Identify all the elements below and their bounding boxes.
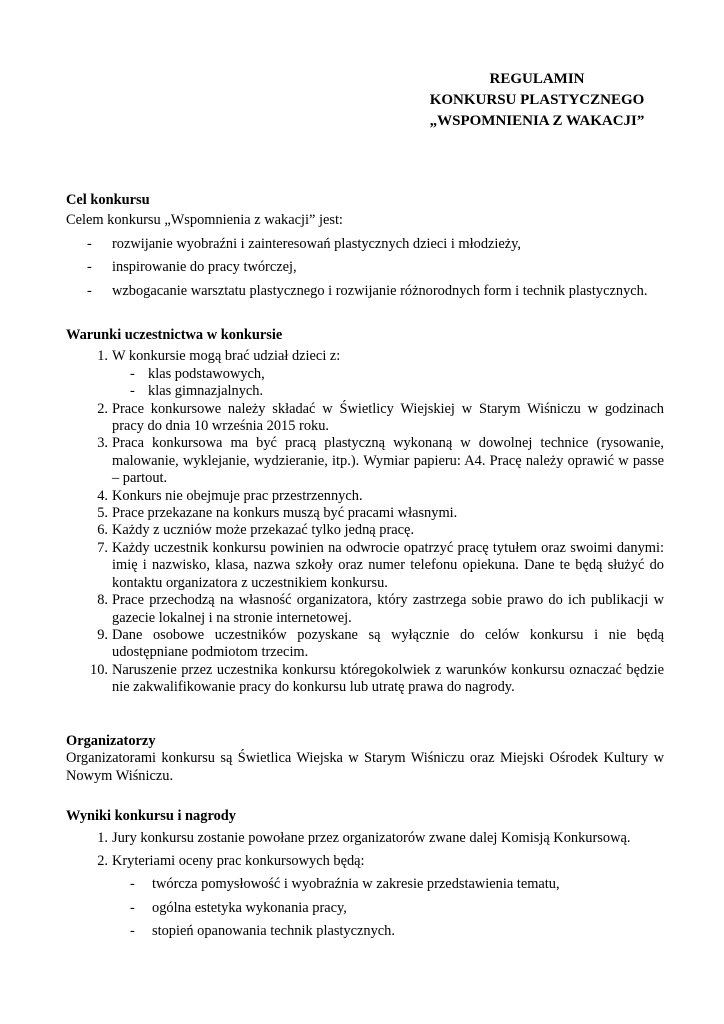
dash-marker: - — [130, 923, 135, 940]
list-item-text: Praca konkursowa ma być pracą plastyczną wykonaną w dowolnej technice (rysowanie, malowanie, wyklejanie, wydzieranie, itp.). Wymiar papieru: A4. Pracę należy oprawić w passe – partout. — [112, 435, 664, 487]
section-heading: Cel konkursu — [66, 192, 150, 208]
section-heading: Wyniki konkursu i nagrody — [66, 808, 236, 824]
list-item-text: Konkurs nie obejmuje prac przestrzennych. — [112, 487, 363, 504]
list-number: 10. — [90, 661, 108, 678]
sub-list-item — [66, 900, 664, 917]
list-number: 4. — [97, 487, 108, 504]
list-item-text: Dane osobowe uczestników pozyskane są wyłącznie do celów konkursu i nie będą udostępniane podmiotom trzecim. — [112, 626, 664, 661]
list-item — [66, 592, 664, 627]
list-item-text: Każdy uczestnik konkursu powinien na odwrocie opatrzyć pracę tytułem oraz swoimi danymi: imię i nazwisko, klasa, nazwa szkoły oraz numer telefonu opiekuna. Dane te będą służyć do kontaktu organizatora z uczestnikiem konkursu. — [112, 539, 664, 591]
list-item — [66, 488, 664, 505]
list-item — [66, 830, 664, 847]
list-item — [66, 853, 664, 870]
list-item — [66, 435, 664, 487]
list-item-text: Prace przekazane na konkurs muszą być pracami własnymi. — [112, 505, 458, 522]
sub-list-item-text: stopień opanowania technik plastycznych. — [152, 923, 395, 940]
list-item — [66, 401, 664, 436]
list-number: 1. — [97, 830, 108, 847]
list-item — [66, 348, 664, 365]
list-item — [66, 505, 664, 522]
sub-list-item-text: twórcza pomysłowość i wyobraźnia w zakresie przedstawienia tematu, — [152, 876, 560, 893]
dash-marker: - — [130, 365, 135, 382]
list-item-text: Każdy z uczniów może przekazać tylko jedną pracę. — [112, 522, 415, 539]
list-number: 8. — [97, 592, 108, 609]
list-item — [66, 540, 664, 592]
document-title — [372, 69, 702, 132]
list-item — [66, 283, 664, 300]
list-number: 7. — [97, 539, 108, 556]
list-item-text: Naruszenie przez uczestnika konkursu któregokolwiek z warunków konkursu oznaczać będzie nie zakwalifikowanie pracy do konkursu lub utratę prawa do nagrody. — [112, 661, 664, 696]
list-number: 5. — [97, 505, 108, 522]
sub-list-item — [66, 366, 664, 383]
list-item-text: inspirowanie do pracy twórczej, — [112, 259, 297, 276]
list-item — [66, 522, 664, 539]
sub-list-item-text: klas gimnazjalnych. — [148, 383, 264, 400]
list-item-text: Prace konkursowe należy składać w Świetlicy Wiejskiej w Starym Wiśniczu w godzinach pracy do dnia 10 września 2015 roku. — [112, 400, 664, 435]
sub-list-item-text: klas podstawowych, — [148, 365, 265, 382]
list-item-text: Kryteriami oceny prac konkursowych będą: — [112, 852, 365, 869]
list-item — [66, 627, 664, 662]
sub-list-item — [66, 383, 664, 400]
list-number: 2. — [97, 852, 108, 869]
sub-list-item — [66, 923, 664, 940]
list-number: 2. — [97, 400, 108, 417]
dash-marker: - — [87, 235, 92, 252]
dash-marker: - — [87, 282, 92, 299]
list-number: 9. — [97, 626, 108, 643]
list-item-text: Prace przechodzą na własność organizatora, który zastrzega sobie prawo do ich publikacji w gazecie lokalnej i na stronie internetowej. — [112, 592, 664, 626]
section-text: Organizatorami konkursu są Świetlica Wiejska w Starym Wiśniczu oraz Miejski Ośrodek Kultury w Nowym Wiśniczu. — [66, 750, 664, 784]
section-wyniki — [66, 808, 664, 940]
list-item — [66, 236, 664, 253]
section-organizatorzy — [66, 733, 664, 785]
section-heading: Warunki uczestnictwa w konkursie — [66, 327, 283, 343]
title-line-1: REGULAMIN — [489, 71, 585, 87]
dash-marker: - — [130, 383, 135, 400]
title-line-2: KONKURSU PLASTYCZNEGO — [429, 92, 645, 108]
list-item-text: W konkursie mogą brać udział dzieci z: — [112, 348, 341, 365]
list-number: 6. — [97, 522, 108, 539]
list-number: 1. — [97, 348, 108, 365]
dash-marker: - — [87, 259, 92, 276]
sub-list-item — [66, 876, 664, 893]
list-item-text: wzbogacanie warsztatu plastycznego i rozwijanie różnorodnych form i technik plastycznych. — [112, 282, 648, 299]
list-item-text: rozwijanie wyobraźni i zainteresowań plastycznych dzieci i młodzieży, — [112, 235, 522, 252]
list-item — [66, 662, 664, 697]
title-line-3: „WSPOMNIENIA Z WAKACJI” — [429, 113, 645, 129]
section-heading: Organizatorzy — [66, 733, 156, 749]
section-warunki — [66, 327, 664, 697]
list-item-text: Jury konkursu zostanie powołane przez organizatorów zwane dalej Komisją Konkursową. — [112, 830, 631, 847]
dash-marker: - — [130, 899, 135, 916]
list-item — [66, 259, 664, 276]
sub-list-item-text: ogólna estetyka wykonania pracy, — [152, 899, 347, 916]
section-intro: Celem konkursu „Wspomnienia z wakacji” jest: — [66, 212, 343, 229]
dash-marker: - — [130, 876, 135, 893]
list-number: 3. — [97, 435, 108, 452]
section-cel — [66, 192, 664, 300]
